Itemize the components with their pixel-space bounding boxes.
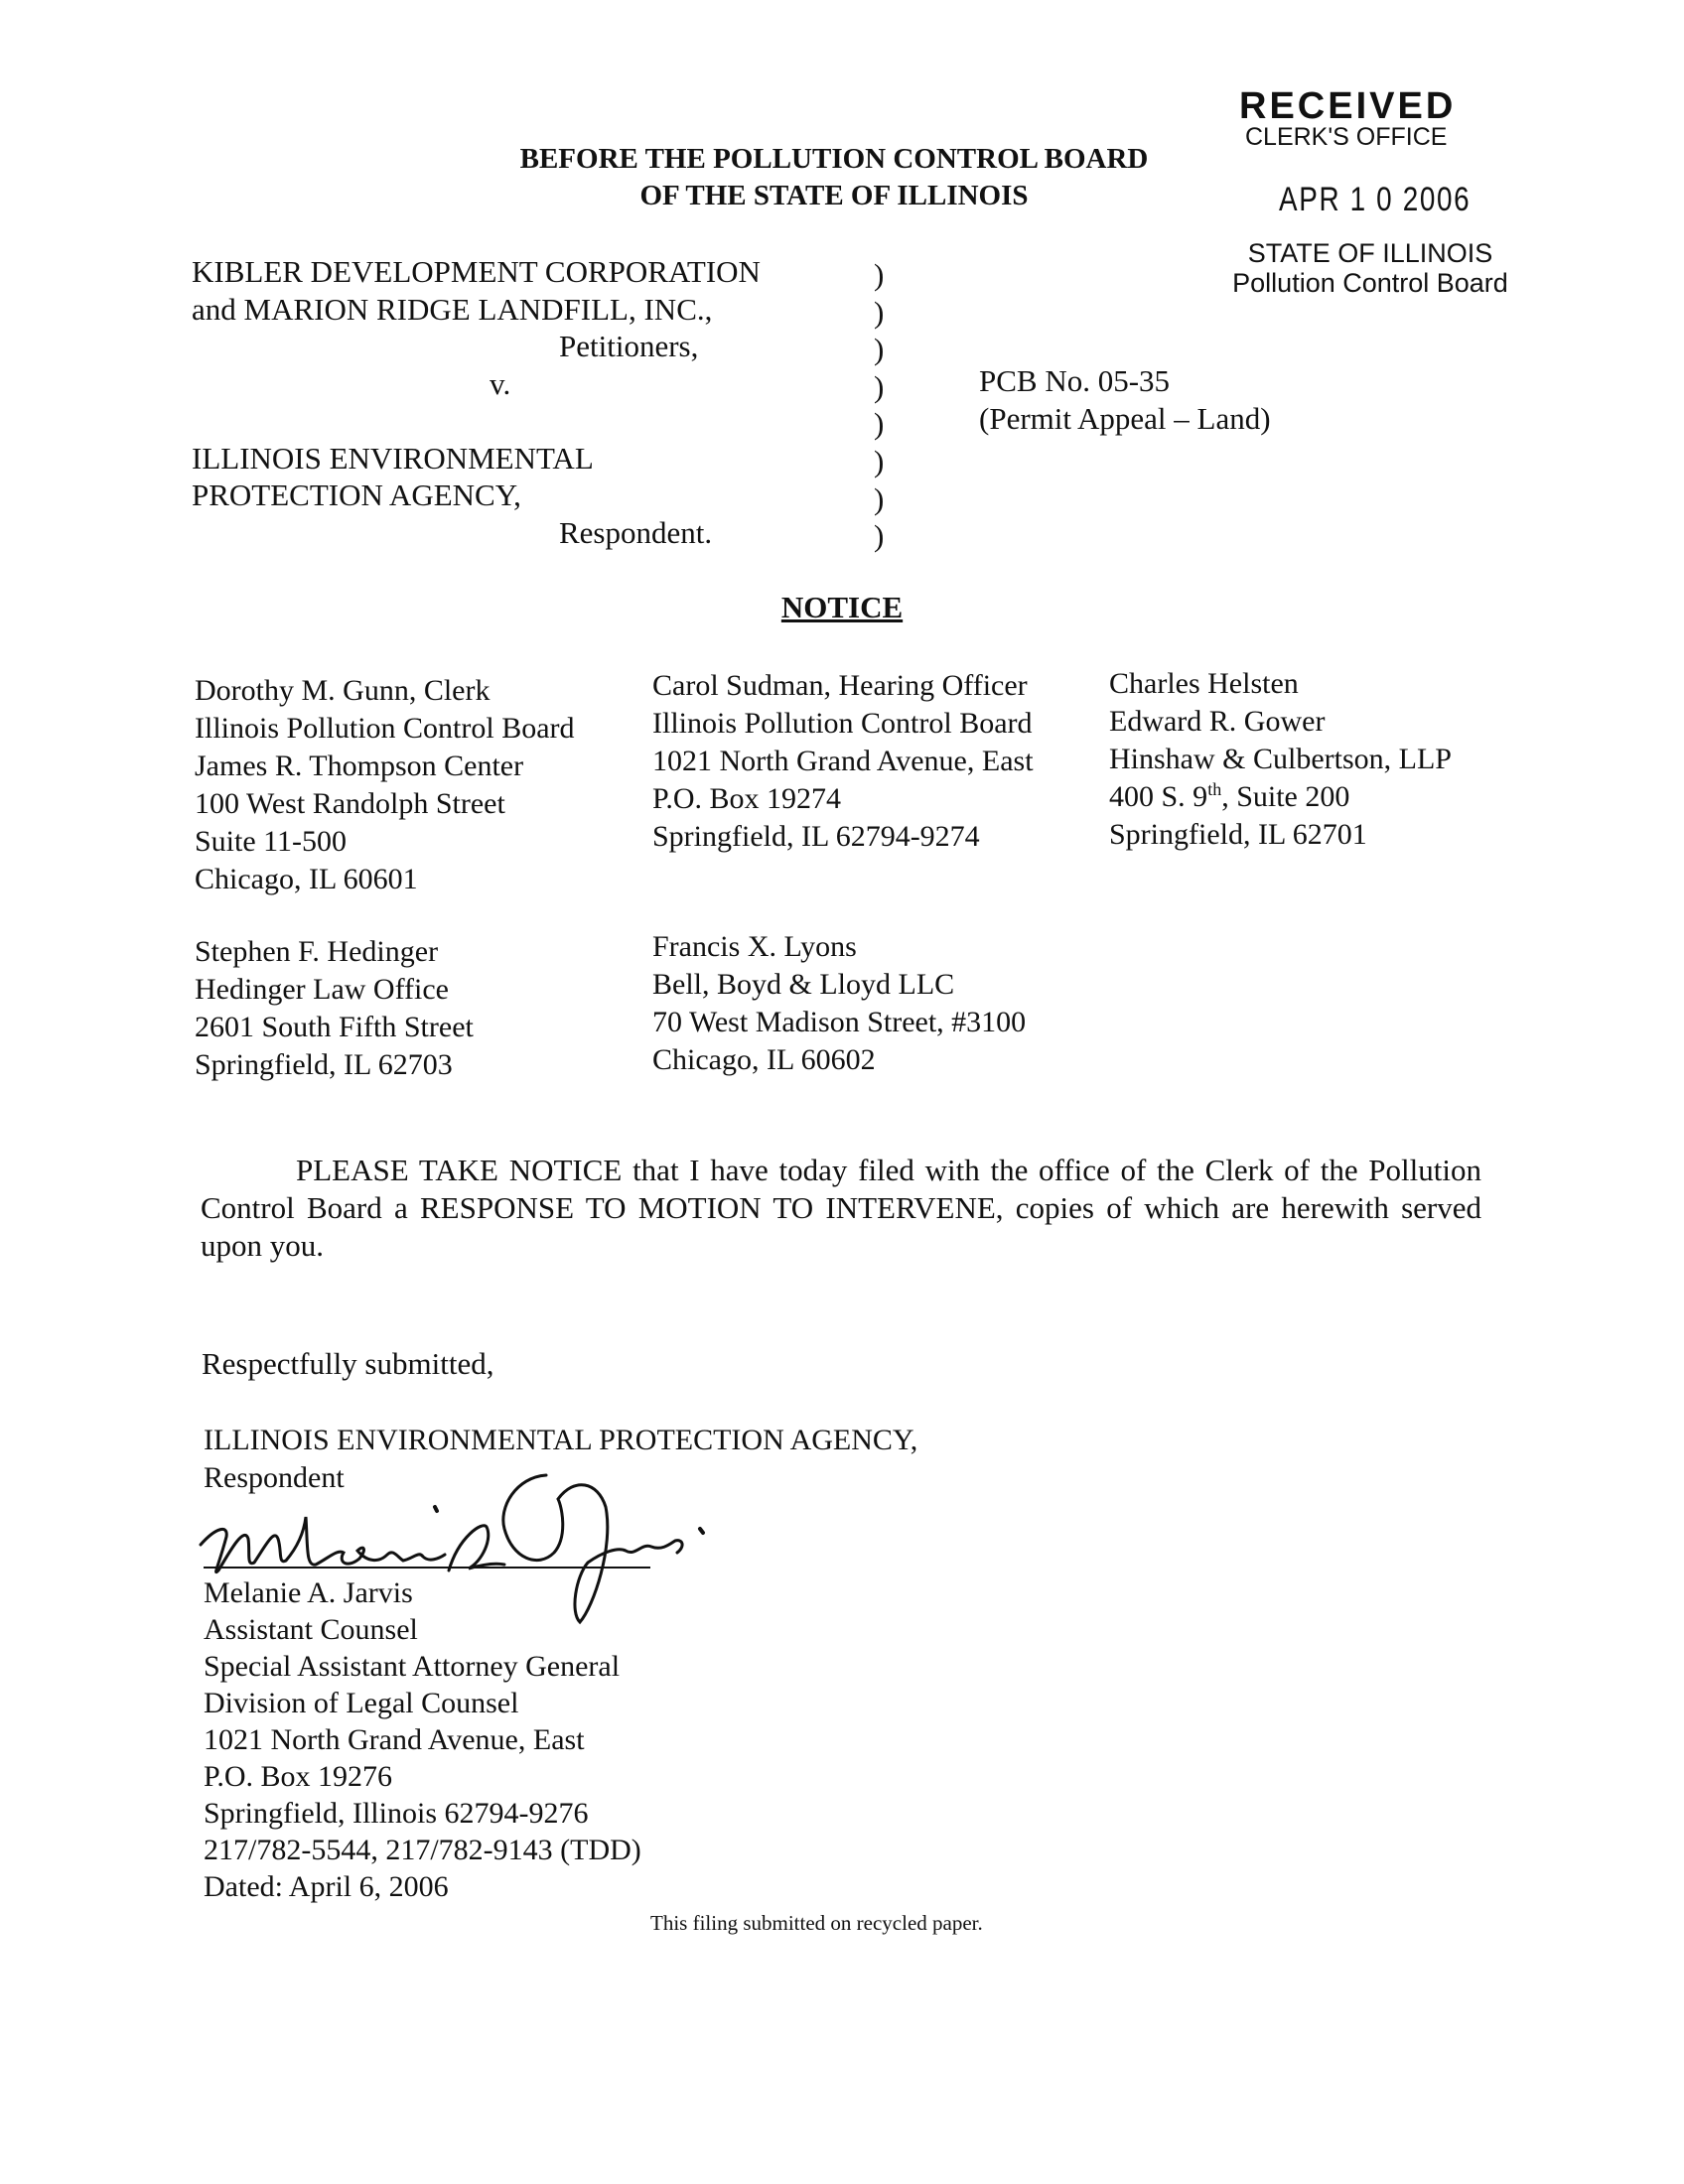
- case-number: PCB No. 05-35: [979, 363, 1171, 398]
- address-line: 70 West Madison Street, #3100: [652, 1006, 1027, 1038]
- signatory-name: Melanie A. Jarvis: [204, 1576, 413, 1609]
- paren: ): [874, 406, 885, 442]
- case-info: [979, 362, 1271, 438]
- address-line: Hinshaw & Culbertson, LLP: [1109, 743, 1452, 775]
- closing: Respectfully submitted,: [202, 1346, 494, 1381]
- address-line: 400 S. 9th, Suite 200: [1109, 779, 1350, 813]
- notice-title: NOTICE: [780, 590, 904, 624]
- paren: ): [874, 294, 885, 330]
- paren: ): [874, 443, 885, 478]
- address-line: Springfield, IL 62701: [1109, 818, 1367, 851]
- addressee-hearing-officer: [652, 667, 1034, 856]
- received-stamp-office: CLERK'S OFFICE: [1245, 123, 1448, 151]
- received-stamp-state: [1221, 238, 1519, 298]
- caption-respondent-2: PROTECTION AGENCY,: [192, 478, 521, 512]
- signatory-title: Special Assistant Attorney General: [204, 1650, 621, 1683]
- paren: ): [874, 368, 885, 404]
- address-line: 2601 South Fifth Street: [195, 1011, 474, 1043]
- case-caption: [192, 253, 761, 551]
- address-line: Charles Helsten: [1109, 667, 1299, 700]
- received-stamp-title: RECEIVED: [1239, 85, 1457, 127]
- addressee-hedinger: [195, 933, 474, 1084]
- signatory-address: P.O. Box 19276: [204, 1760, 393, 1793]
- signatory-division: Division of Legal Counsel: [204, 1687, 519, 1719]
- address-line: Springfield, IL 62703: [195, 1048, 453, 1081]
- recycled-paper-note: This filing submitted on recycled paper.: [650, 1911, 983, 1935]
- address-line: Suite 11-500: [195, 825, 348, 858]
- paren: ): [874, 332, 885, 367]
- court-heading-line2: OF THE STATE OF ILLINOIS: [639, 180, 1029, 211]
- received-stamp-date: APR 1 0 2006: [1279, 181, 1472, 218]
- caption-petitioner-1: KIBLER DEVELOPMENT CORPORATION: [192, 254, 761, 289]
- caption-respondent-label: Respondent.: [559, 514, 713, 550]
- signatory-phone: 217/782-5544, 217/782-9143 (TDD): [204, 1834, 641, 1866]
- stamp-state-line1: STATE OF ILLINOIS: [1247, 238, 1493, 268]
- address-line: Dorothy M. Gunn, Clerk: [195, 674, 491, 707]
- address-line: Carol Sudman, Hearing Officer: [652, 669, 1028, 702]
- address-line: James R. Thompson Center: [195, 750, 524, 782]
- addressee-clerk: [195, 672, 575, 898]
- address-line: Chicago, IL 60602: [652, 1043, 876, 1076]
- address-line: 1021 North Grand Avenue, East: [652, 745, 1034, 777]
- signatory-address: Springfield, Illinois 62794-9276: [204, 1797, 589, 1830]
- address-line: Stephen F. Hedinger: [195, 935, 439, 968]
- addressee-lyons: [652, 928, 1026, 1079]
- caption-parentheses: [874, 256, 884, 555]
- caption-blank: [192, 402, 761, 440]
- paren: ): [874, 257, 885, 292]
- signatory-details: [204, 1574, 641, 1905]
- notice-paragraph: PLEASE TAKE NOTICE that I have today filed with the office of the Clerk of the Pollution Control Board a RESPONSE TO MOTION TO INTERVENE, copies of which are herewith served upon you.: [201, 1153, 1481, 1263]
- court-heading: [457, 141, 1211, 214]
- caption-versus: v.: [490, 365, 511, 401]
- address-line: Bell, Boyd & Lloyd LLC: [652, 968, 955, 1001]
- caption-petitioners-label: Petitioners,: [559, 329, 699, 363]
- paren: ): [874, 518, 885, 554]
- address-line: Springfield, IL 62794-9274: [652, 820, 980, 853]
- signatory-date: Dated: April 6, 2006: [204, 1870, 449, 1903]
- address-line: Edward R. Gower: [1109, 705, 1326, 738]
- address-line: Hedinger Law Office: [195, 973, 449, 1006]
- notice-body: [201, 1152, 1481, 1265]
- paren: ): [874, 480, 885, 516]
- address-line: Illinois Pollution Control Board: [195, 712, 575, 745]
- agency-name: ILLINOIS ENVIRONMENTAL PROTECTION AGENCY,: [204, 1424, 918, 1456]
- address-line: 100 West Randolph Street: [195, 787, 505, 820]
- caption-respondent-1: ILLINOIS ENVIRONMENTAL: [192, 440, 594, 476]
- address-line: Francis X. Lyons: [652, 930, 857, 963]
- stamp-state-line2: Pollution Control Board: [1232, 268, 1508, 298]
- address-line: Chicago, IL 60601: [195, 863, 418, 895]
- signatory-title: Assistant Counsel: [204, 1613, 418, 1646]
- agency-role: Respondent: [204, 1461, 345, 1494]
- address-line: Illinois Pollution Control Board: [652, 707, 1033, 740]
- caption-petitioner-2: and MARION RIDGE LANDFILL, INC.,: [192, 291, 713, 327]
- signature-line: [204, 1567, 650, 1569]
- case-type: (Permit Appeal – Land): [979, 401, 1271, 436]
- court-heading-line1: BEFORE THE POLLUTION CONTROL BOARD: [519, 143, 1149, 175]
- address-line: P.O. Box 19274: [652, 782, 842, 815]
- addressee-hinshaw: [1109, 665, 1452, 854]
- signatory-address: 1021 North Grand Avenue, East: [204, 1723, 585, 1756]
